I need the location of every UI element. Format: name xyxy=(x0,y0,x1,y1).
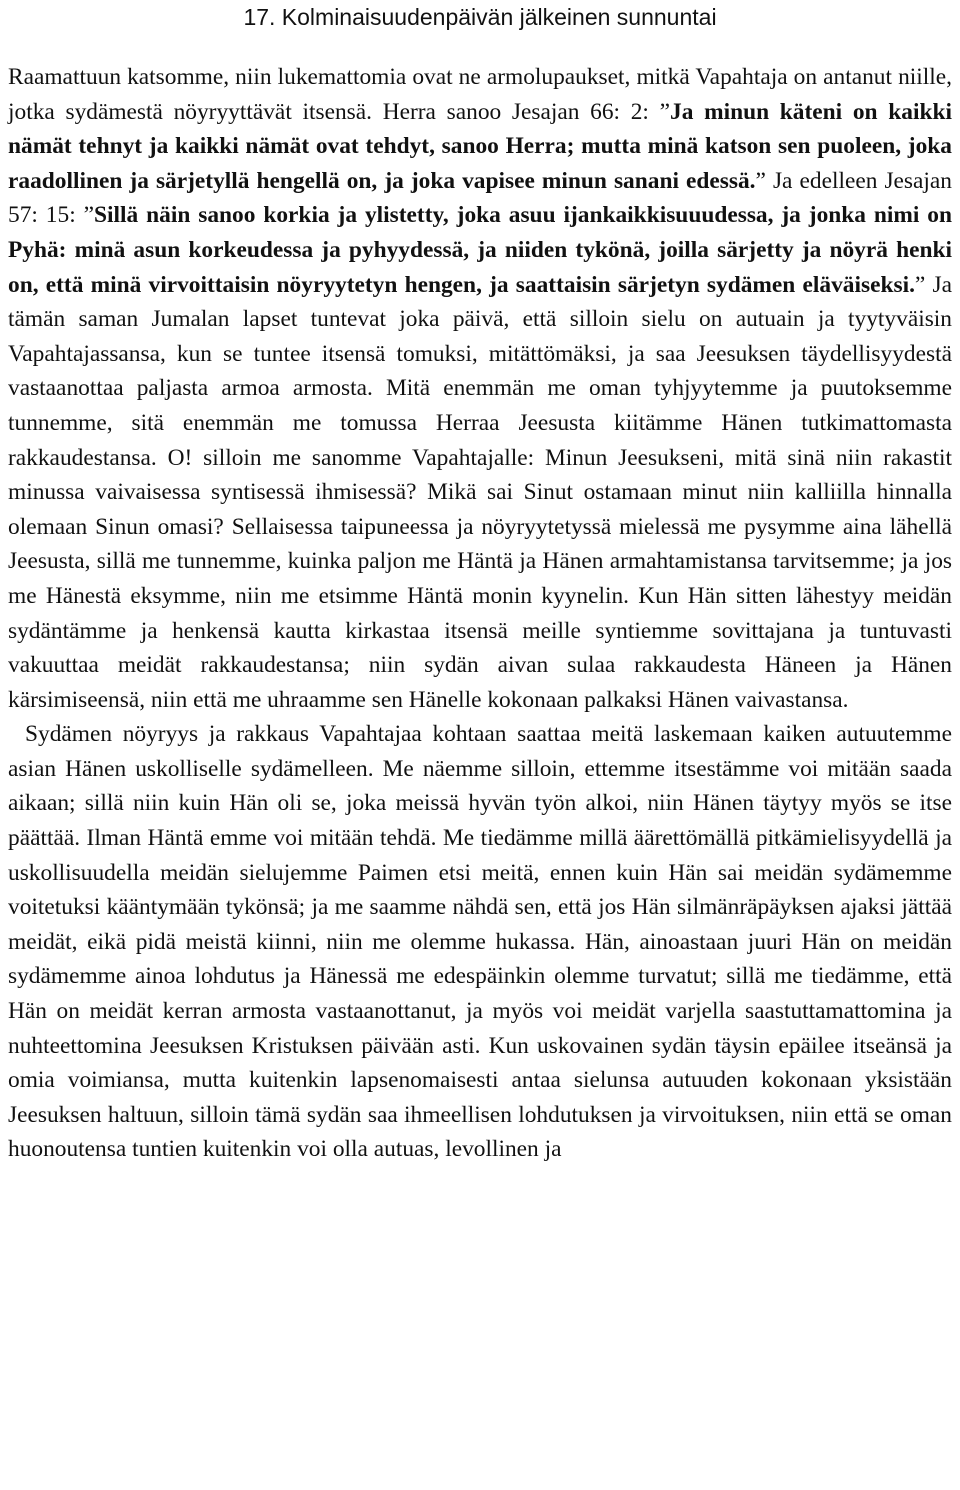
chapter-heading: 17. Kolminaisuudenpäivän jälkeinen sunnuntai xyxy=(243,4,717,30)
bible-quote-isaiah-66-2: Ja minun käteni on kaikki nämät tehnyt ja kaikki nämät ovat tehdyt, sanoo Herra; mutta minä katson sen puoleen, joka raadollinen ja särjetyllä hengellä on, ja joka vapisee minun sanani edessä. xyxy=(8,98,952,194)
paragraph-1-text-1: Raamattuun katsomme, niin lukemattomia ovat ne armolupaukset, mitkä Vapahtaja on antanut niille, jotka sydämestä nöyryyttävät itsensä. Herra sanoo Jesajan 66: 2: ” xyxy=(8,64,952,125)
paragraph-1-text-2: ” Ja edelleen Jesajan 57: 15: ” xyxy=(8,167,952,229)
paragraph-1-text-3: ” Ja tämän saman Jumalan lapset tuntevat joka päivä, että silloin sielu on autuain ja tyytyväisin Vapahtajassansa, kun se tuntee itsensä tomuksi, mitättömäksi, ja saa Jeesuksen täydellisyydestä vastaanottaa paljasta armoa armosta. Mitä enemmän me oman tyhjyytemme ja puutoksemme tunnemme, sitä enemmän me tomussa Herraa Jeesusta kiitämme Hänen tutkimattomasta rakkaudestansa. O! silloin me sanomme Vapahtajalle: Minun Jeesukseni, mitä sinä niin rakastit minussa vaivaisessa syntisessä ihmisessä? Mikä sai Sinut ostamaan minut niin kalliilla hinnalla olemaan Sinun omasi? Sellaisessa taipuneessa ja nöyryytetyssä mielessä me pysymme aina lähellä Jeesusta, sillä me tunnemme, kuinka paljon me Häntä ja Hänen armahtamistansa tarvitsemme; ja jos me Hänestä eksymme, niin me etsimme Häntä monin kyynelin. Kun Hän sitten lähestyy meidän sydäntämme ja henkensä kautta kirkastaa itsensä meille syntiemme sovittajana ja tuntuvasti vakuuttaa meidät rakkaudestansa; niin sydän aivan sulaa rakkaudesta Häneen ja Hänen kärsimiseensä, niin että me uhraamme sen Hänelle kokonaan palkaksi Hänen vaivastansa. xyxy=(8,271,952,713)
bible-quote-isaiah-57-15: Sillä näin sanoo korkia ja ylistetty, joka asuu ijankaikkisuuudessa, ja jonka nimi on Pyhä: minä asun korkeudessa ja pyhyydessä, ja niiden tykönä, joilla särjetty ja nöyrä henki on, että minä virvoittaisin nöyryytetyn hengen, ja saattaisin särjetyn sydämen eläväiseksi. xyxy=(8,202,953,298)
paragraph-1 xyxy=(8,60,952,717)
paragraph-2: Sydämen nöyryys ja rakkaus Vapahtajaa kohtaan saattaa meitä laskemaan kaiken autuutemme asian Hänen uskolliselle sydämelleen. Me näemme silloin, ettemme itsestämme voi mitään saada aikaan; sillä niin kuin Hän oli se, joka meissä hyvän työn alkoi, niin Hänen täytyy myös se itse päättää. Ilman Häntä emme voi mitään tehdä. Me tiedämme millä äärettömällä pitkämielisyydellä ja uskollisuudella meidän sielujemme Paimen etsi meitä, ennen kuin Hän sai meidän sydämemme voitetuksi kääntymään tykönsä; ja me saamme nähdä sen, että jos Hän silmänräpäyksen ajaksi jättää meidät, eikä pidä meistä kiinni, niin me olemme hukassa. Hän, ainoastaan juuri Hän on meidän sydämemme ainoa lohdutus ja Hänessä me edespäinkin olemme turvatut; sillä me tiedämme, että Hän on meidät kerran armosta vastaanottanut, ja myös voi meidät varjella saastuttamattomina ja nuhteettomina Jeesuksen Kristuksen päivään asti. Kun uskovainen sydän täysin epäilee itseänsä ja omia voimiansa, mutta kuitenkin lapsenomaisesti antaa sielunsa autuuden kokonaan yksistään Jeesuksen haltuun, silloin tämä sydän saa ihmeellisen lohdutuksen ja virvoituksen, niin että se oman huonoutensa tuntien kuitenkin voi olla autuas, levollinen ja xyxy=(8,721,952,1163)
